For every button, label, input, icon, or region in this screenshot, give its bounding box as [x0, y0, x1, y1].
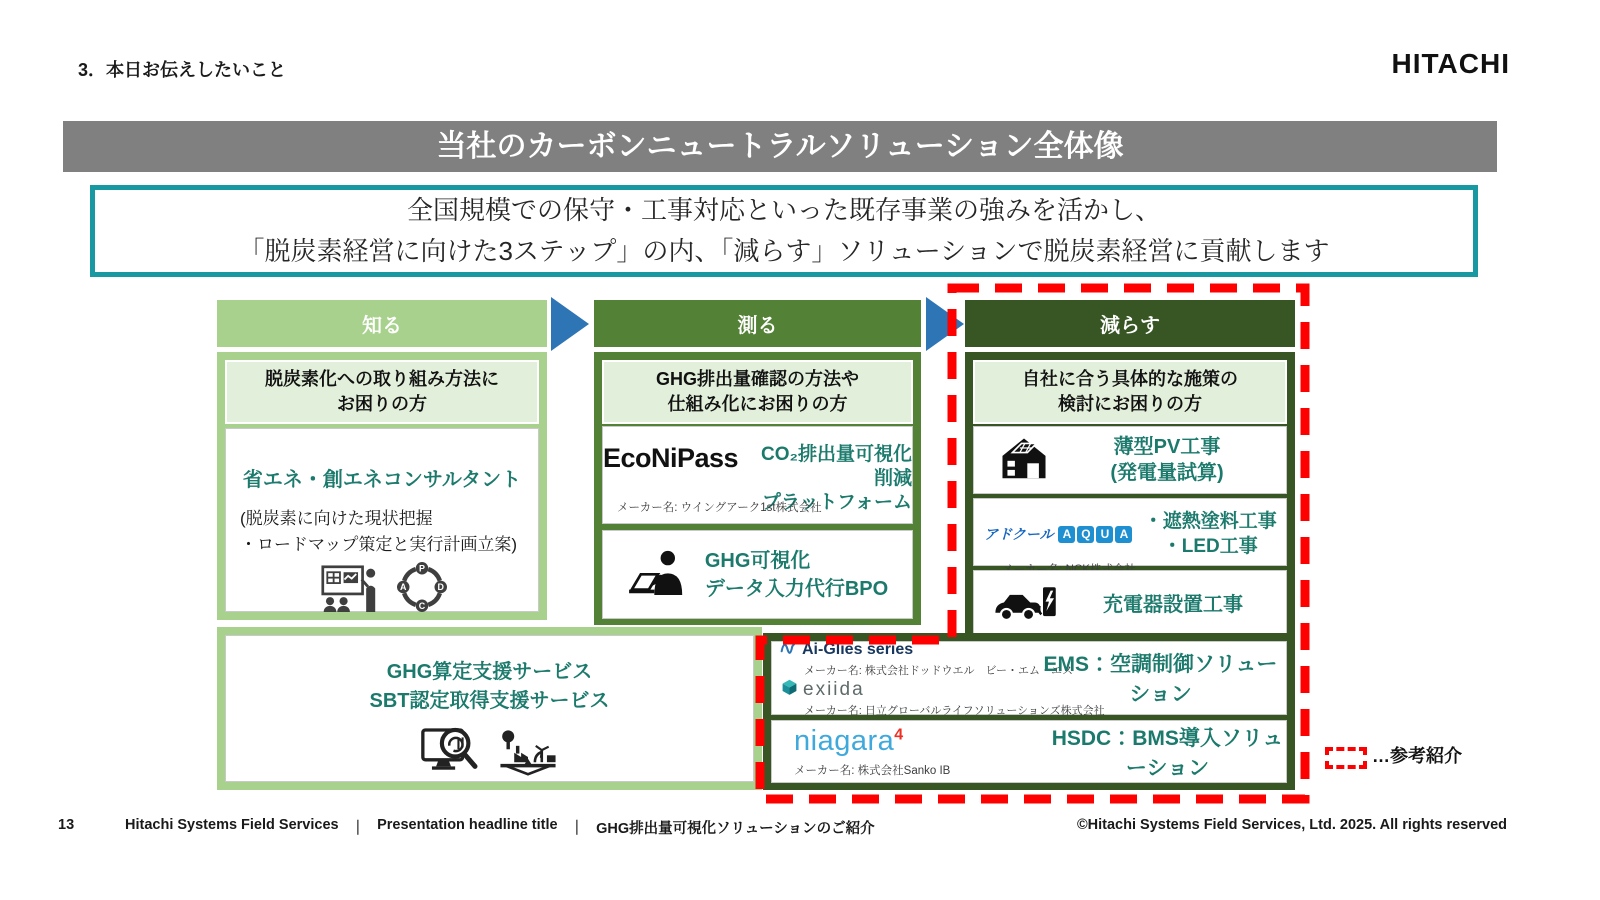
footer-presentation-title: Presentation headline title — [377, 817, 558, 833]
ems-title: EMS：空調制御ソリューション — [1043, 653, 1278, 706]
footer-company: Hitachi Systems Field Services — [125, 817, 339, 833]
support-card — [225, 635, 754, 782]
report-analysis-icon — [421, 725, 481, 783]
ems-logos — [772, 639, 1105, 718]
know-column — [217, 352, 547, 620]
econipass-title-line2: プラットフォーム — [761, 492, 912, 513]
svg-text:D: D — [437, 582, 444, 593]
reduce-pain-line2: 検討にお困りの方 — [1058, 394, 1202, 414]
ems-maker1: メーカー名: 株式会社ドッドウエル ビー・エム・エス — [804, 664, 1074, 677]
measure-column — [594, 352, 921, 625]
flow-arrow-icon-1 — [551, 297, 589, 351]
footer-separator: ｜ — [350, 821, 366, 837]
key-message-line2: 「脱炭素経営に向けた3ステップ」の内、「減らす」ソリューションで脱炭素経営に貢献します — [238, 236, 1330, 266]
niagara-logo-text: niagara — [794, 725, 895, 757]
support-services-block — [217, 627, 762, 790]
footer-document-title: GHG排出量可視化ソリューションのご紹介 — [596, 821, 875, 837]
econipass-maker: メーカー名: ウイングアーク1st株式会社 — [617, 502, 822, 514]
reduce-pain-header — [973, 360, 1287, 424]
econipass-logo: EcoNiPass — [603, 443, 739, 473]
section-title: 3．本日お伝えしたいこと — [78, 60, 287, 80]
hitachi-logo: HITACHI — [1391, 48, 1510, 79]
aqua-card — [973, 498, 1287, 566]
charger-title: 充電器設置工事 — [1103, 593, 1243, 616]
reduce-pain-line1: 自社に合う具体的な施策の — [1022, 369, 1238, 389]
eco-balance-icon — [497, 724, 559, 783]
hsdc-card — [771, 720, 1287, 783]
niagara-logo-block — [772, 725, 1049, 778]
ghg-bpo-title-line1: GHG可視化 — [704, 549, 811, 572]
consultant-desc-line2: ・ロードマップ策定と実行計画立案) — [240, 535, 517, 554]
support-title-line1: GHG算定支援サービス — [386, 661, 593, 683]
know-pain-line1: 脱炭素化への取り組み方法に — [265, 369, 499, 389]
ai-glies-logo: Ai-Glies series — [802, 641, 914, 658]
exiida-cube-icon — [780, 678, 799, 702]
svg-text:P: P — [419, 563, 425, 574]
measure-pain-header — [602, 360, 913, 424]
legend-dashed-swatch — [1325, 747, 1367, 769]
measure-pain-line2: 仕組み化にお困りの方 — [667, 394, 848, 414]
pv-title — [1048, 434, 1286, 486]
aqua-bullet1: ・遮熱塗料工事 — [1143, 511, 1277, 532]
footer-separator: ｜ — [569, 821, 585, 837]
know-pain-line2: お困りの方 — [337, 394, 427, 414]
aqua-bullets — [1134, 509, 1286, 559]
svg-text:C: C — [418, 600, 426, 611]
presentation-meeting-icon — [317, 565, 381, 617]
aqua-tile-letter: A — [1058, 526, 1075, 543]
hsdc-maker: メーカー名: 株式会社Sanko IB — [794, 765, 951, 777]
consultant-desc-line1: (脱炭素に向けた現状把握 — [240, 509, 433, 528]
aqua-tile-letter: A — [1115, 526, 1132, 543]
ev-charging-icon — [992, 582, 1060, 628]
consultant-title: 省エネ・創エネコンサルタント — [242, 469, 522, 491]
step-label-measure: 測る — [737, 315, 778, 337]
hsdc-title: HSDC：BMS導入ソリューション — [1051, 726, 1284, 780]
page-number: 13 — [58, 817, 75, 833]
niagara-logo — [794, 725, 904, 757]
key-message-line1: 全国規模での保守・工事対応といった既存事業の強みを活かし、 — [406, 195, 1161, 225]
reduce-column — [965, 352, 1295, 645]
econipass-title-line1: CO₂排出量可視化削減 — [761, 444, 912, 489]
pv-card — [973, 426, 1287, 494]
adcool-aqua-logo — [984, 524, 1134, 544]
exiida-logo: exiida — [803, 678, 865, 700]
ghg-bpo-title-line2: データ入力代行BPO — [704, 577, 889, 600]
measure-pain-line1: GHG排出量確認の方法や — [655, 369, 859, 389]
consultant-card — [225, 428, 539, 612]
pdca-cycle-icon — [397, 562, 447, 617]
support-title-line2: SBT認定取得支援サービス — [369, 690, 610, 712]
footer-left — [125, 817, 875, 838]
laptop-operator-icon — [627, 550, 687, 600]
pv-title-line1: 薄型PV工事 — [1113, 436, 1221, 458]
econipass-card — [602, 426, 913, 524]
footer-copyright: ©Hitachi Systems Field Services, Ltd. 2025. All rights reserved — [1076, 817, 1507, 833]
flow-arrow-icon-2 — [926, 297, 964, 351]
support-titles — [226, 658, 753, 716]
charger-card — [973, 570, 1287, 639]
aqua-tile-letter: Q — [1077, 526, 1094, 543]
slide-banner-title: 当社のカーボンニュートラルソリューション全体像 — [63, 121, 1497, 172]
consultant-desc — [226, 506, 538, 558]
ems-maker2: メーカー名: 日立グローバルライフソリューションズ株式会社 — [804, 704, 1105, 717]
pv-title-line2: (発電量試算) — [1110, 462, 1224, 484]
ai-glies-icon — [780, 639, 798, 662]
adcool-logo-text: アドクール — [984, 526, 1054, 542]
aqua-tile-letter: U — [1096, 526, 1113, 543]
niagara-logo-sup: 4 — [894, 726, 904, 744]
step-header-reduce — [965, 300, 1295, 347]
legend-label: …参考紹介 — [1372, 746, 1462, 766]
step-label-reduce: 減らす — [1100, 315, 1160, 337]
svg-text:A: A — [400, 582, 407, 593]
ems-card — [771, 641, 1287, 715]
ghg-bpo-card — [602, 530, 913, 619]
reduce-lower-block — [763, 633, 1295, 790]
step-header-know — [217, 300, 547, 347]
step-label-know: 知る — [362, 315, 402, 337]
step-header-measure — [594, 300, 921, 347]
solar-house-icon — [1000, 435, 1048, 485]
consultant-icons — [226, 562, 538, 617]
ghg-bpo-title — [705, 547, 888, 603]
know-pain-header — [225, 360, 539, 424]
aqua-bullet2: ・LED工事 — [1162, 536, 1258, 557]
key-message-box — [90, 185, 1478, 277]
support-icons — [226, 724, 753, 783]
